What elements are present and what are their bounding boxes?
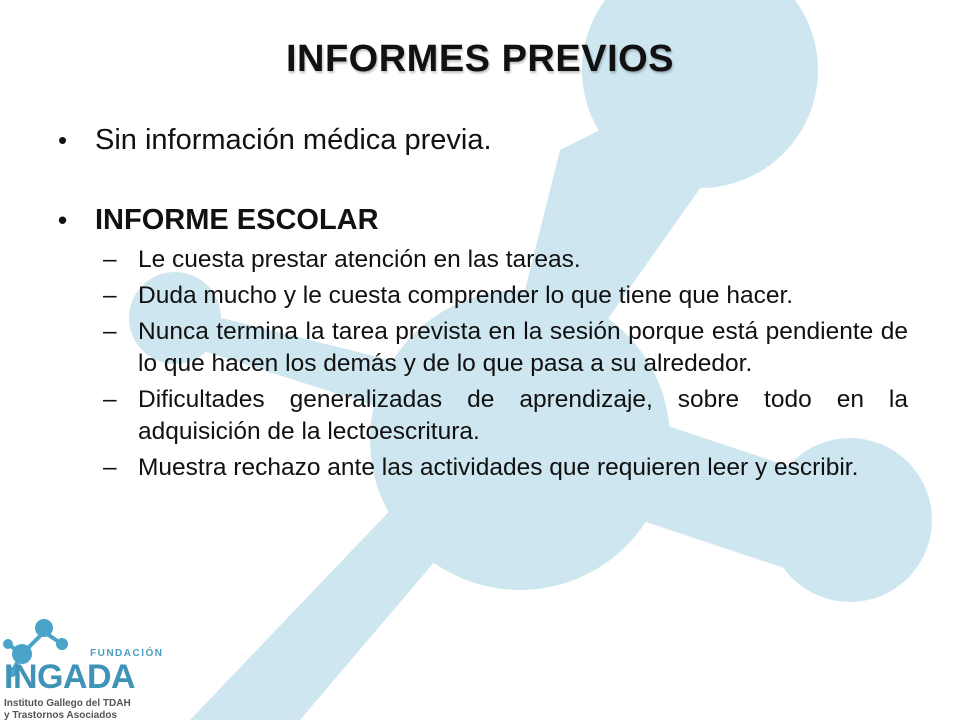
dash-icon: –: [103, 386, 117, 413]
bullet-dot-icon: •: [58, 205, 68, 235]
sub-bullet-text: Muestra rechazo ante las actividades que requieren leer y escribir.: [138, 454, 859, 481]
sub-bullet-item: [58, 452, 908, 484]
dash-icon: –: [103, 282, 117, 309]
dash-icon: –: [103, 246, 117, 273]
ingada-logo: [0, 614, 178, 720]
sub-bullet-text: Nunca termina la tarea prevista en la sesión porque está pendiente de lo que hacen los demás y de lo que pasa a su alrededor.: [138, 318, 908, 377]
bullet-item-informe-escolar: [58, 202, 908, 238]
bullet-heading: INFORME ESCOLAR: [95, 204, 379, 236]
dash-icon: –: [103, 454, 117, 481]
slide-title: INFORMES PREVIOS: [285, 38, 675, 80]
sub-bullet-item: [58, 316, 908, 380]
bullet-dot-icon: •: [58, 125, 68, 155]
bullet-text: Sin información médica previa.: [95, 124, 492, 156]
dash-icon: –: [103, 318, 117, 345]
logo-subtitle-line1: Instituto Gallego del TDAH: [4, 698, 131, 709]
sub-bullet-item: [58, 244, 908, 276]
logo-fundacion-label: FUNDACIÓN: [90, 648, 164, 659]
sub-bullet-list: [58, 244, 908, 484]
sub-bullet-text: Dificultades generalizadas de aprendizaje, sobre todo en la adquisición de la lectoescritura.: [138, 386, 908, 445]
sub-bullet-text: Le cuesta prestar atención en las tareas.: [138, 246, 581, 273]
slide-content: [58, 122, 908, 488]
sub-bullet-item: [58, 384, 908, 448]
logo-subtitle-line2: y Trastornos Asociados: [4, 710, 117, 721]
logo-name: INGADA: [4, 658, 136, 696]
bullet-item: [58, 122, 908, 158]
sub-bullet-item: [58, 280, 908, 312]
sub-bullet-text: Duda mucho y le cuesta comprender lo que tiene que hacer.: [138, 282, 794, 309]
